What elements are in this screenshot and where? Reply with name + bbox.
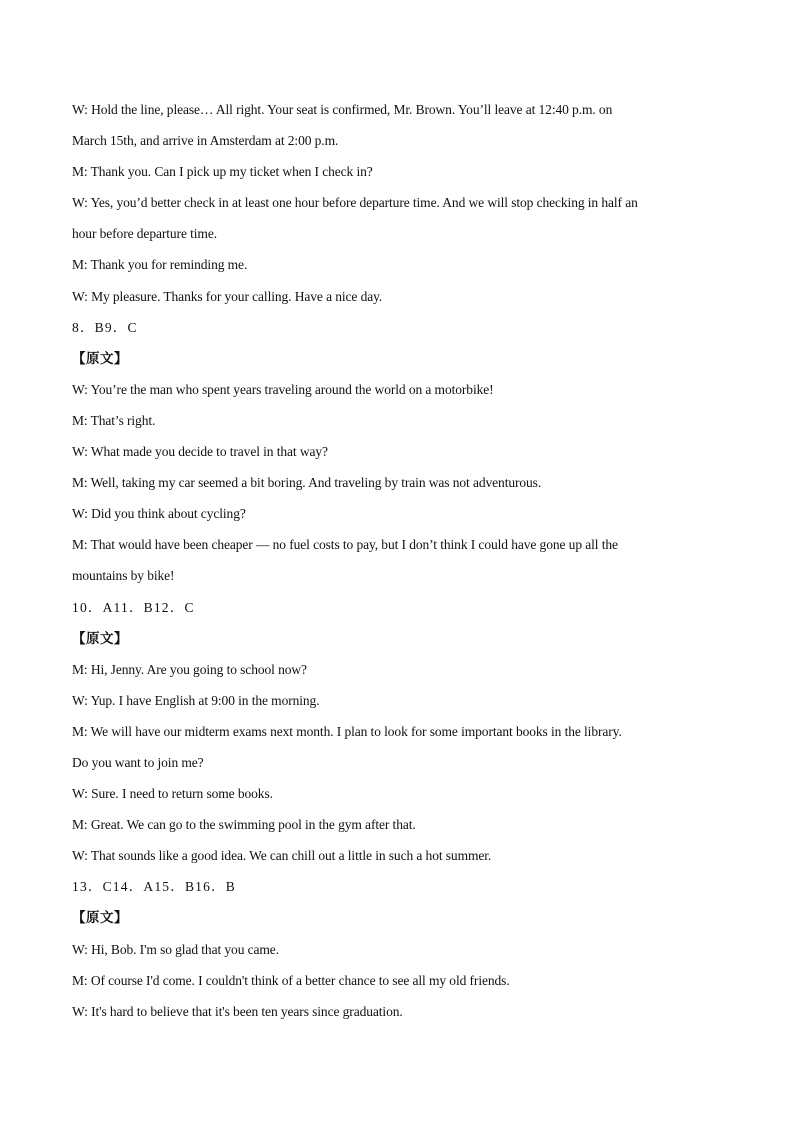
dialogue-line: W: Did you think about cycling? xyxy=(72,506,246,522)
transcript-heading: 【原文】 xyxy=(72,910,128,927)
transcript-heading: 【原文】 xyxy=(72,350,128,367)
dialogue-line: W: My pleasure. Thanks for your calling. Have a nice day. xyxy=(72,288,383,304)
dialogue-line: M: Thank you. Can I pick up my ticket when I check in? xyxy=(72,164,373,180)
document-body xyxy=(72,99,692,1032)
dialogue-line: M: That would have been cheaper — no fuel costs to pay, but I don’t think I could have gone up all the xyxy=(72,537,618,553)
dialogue-line: M: We will have our midterm exams next month. I plan to look for some important books in the library. xyxy=(72,723,622,739)
dialogue-line: W: Hold the line, please… All right. Your seat is confirmed, Mr. Brown. You’ll leave at 12:40 p.m. on xyxy=(72,102,613,117)
dialogue-line: M: Hi, Jenny. Are you going to school now? xyxy=(72,661,307,677)
dialogue-line: W: What made you decide to travel in that way? xyxy=(72,444,328,460)
dialogue-line: M: Of course I'd come. I couldn't think of a better chance to see all my old friends. xyxy=(72,972,510,988)
dialogue-line: M: That’s right. xyxy=(72,412,156,428)
dialogue-line: W: Hi, Bob. I'm so glad that you came. xyxy=(72,941,279,957)
dialogue-line: W: You’re the man who spent years traveling around the world on a motorbike! xyxy=(72,381,494,397)
dialogue-line: M: Thank you for reminding me. xyxy=(72,257,248,273)
answer-key-line: 8．B9．C xyxy=(72,319,138,335)
dialogue-line: M: Well, taking my car seemed a bit boring. And traveling by train was not adventurous. xyxy=(72,475,542,491)
dialogue-line: W: That sounds like a good idea. We can chill out a little in such a hot summer. xyxy=(72,848,492,864)
dialogue-line: hour before departure time. xyxy=(72,226,217,242)
dialogue-line: W: Sure. I need to return some books. xyxy=(72,786,273,802)
answer-key-line: 13．C14．A15．B16．B xyxy=(72,879,236,895)
dialogue-line: W: Yes, you’d better check in at least one hour before departure time. And we will stop checking in half an xyxy=(72,195,638,211)
dialogue-line: March 15th, and arrive in Amsterdam at 2:00 p.m. xyxy=(72,133,339,149)
dialogue-line: M: Great. We can go to the swimming pool in the gym after that. xyxy=(72,817,416,833)
dialogue-line: W: Yup. I have English at 9:00 in the morning. xyxy=(72,692,320,708)
answer-key-line: 10．A11．B12．C xyxy=(72,599,195,615)
dialogue-line: Do you want to join me? xyxy=(72,754,204,770)
transcript-heading: 【原文】 xyxy=(72,630,128,647)
dialogue-line: W: It's hard to believe that it's been ten years since graduation. xyxy=(72,1003,403,1019)
dialogue-line: mountains by bike! xyxy=(72,568,175,584)
